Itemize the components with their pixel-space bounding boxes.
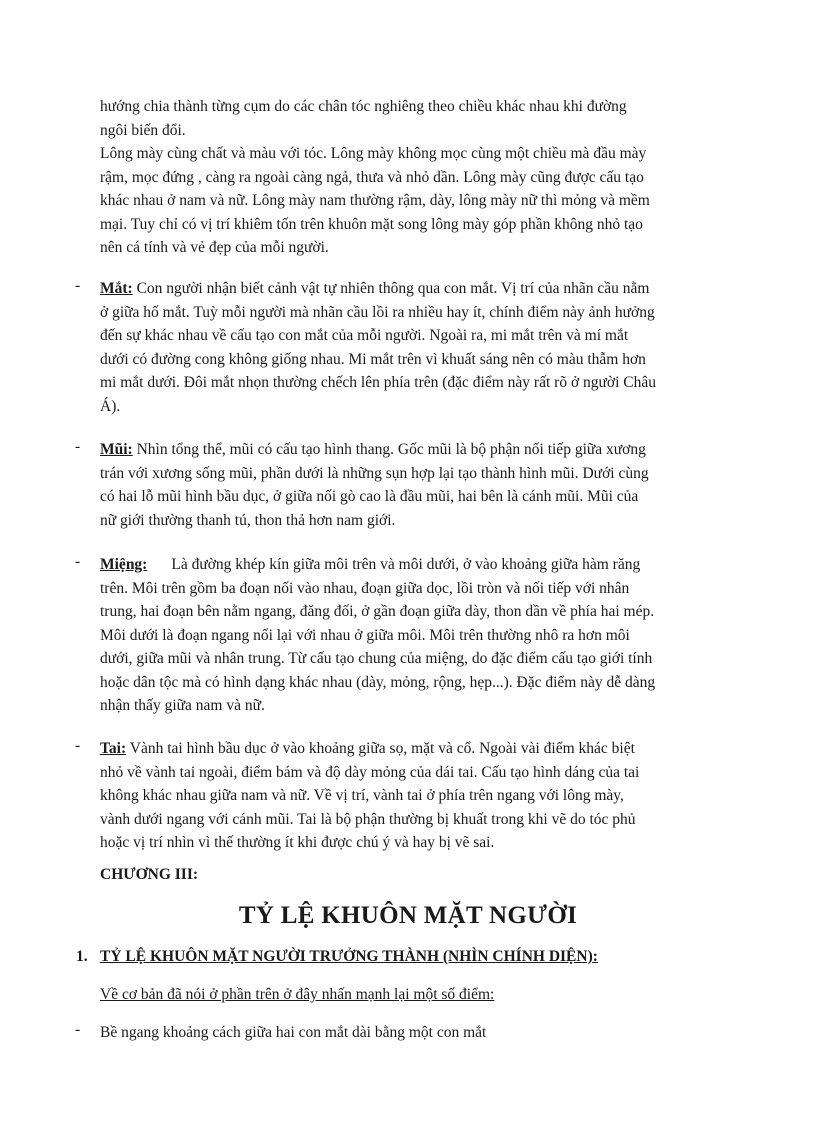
section-nose: [100, 438, 766, 532]
text-line: dưới, giữa mũi và nhân trung. Từ cấu tạo chung của miệng, do đặc điểm cấu tạo giới tính: [100, 650, 653, 667]
text-run: Con người nhận biết cảnh vật tự nhiên thông qua con mắt. Vị trí của nhãn cầu nằm: [136, 280, 650, 297]
text-line: đến sự khác nhau về cấu tạo con mắt của mỗi người. Ngoài ra, mi mắt trên và mí mắt: [100, 327, 629, 344]
text-line: Lông mày cùng chất và màu với tóc. Lông mày không mọc cùng một chiều mà đầu mày: [100, 145, 647, 162]
text-line: [100, 553, 766, 577]
text-line: trung, hai đoạn bên nằm ngang, đăng đối, ở gần đoạn giữa dày, thon dần về phía hai mép.: [100, 603, 655, 620]
bullet-dash: -: [75, 1021, 81, 1038]
text-line: mi mắt dưới. Đôi mắt nhọn thường chếch lên phía trên (đặc điểm này rất rõ ở người Châu: [100, 374, 657, 391]
bullet-dash: -: [75, 277, 81, 294]
section-intro: Về cơ bản đã nói ở phần trên ở đây nhấn mạnh lại một số điểm:: [100, 986, 495, 1003]
text-line: rậm, mọc đứng , càng ra ngoài càng ngả, thưa và nhỏ dần. Lông mày cũng được cấu tạo: [100, 168, 644, 186]
text-line: ở giữa hố mắt. Tuỳ mỗi người mà nhãn cầu lồi ra nhiều hay ít, chính điểm này ảnh hưởng: [100, 303, 655, 321]
text-line: trán với xương sống mũi, phần dưới là những sụn hợp lại tạo thành hình mũi. Dưới cùng: [100, 464, 649, 482]
text-line: vành dưới ngang với cánh mũi. Tai là bộ phận thường bị khuất trong khi vẽ do tóc phủ: [100, 810, 636, 828]
text-line: [100, 277, 766, 301]
text-line: hoặc dân tộc mà có hình dạng khác nhau (dày, mỏng, rộng, hẹp...). Đặc điểm này dễ dàng: [100, 673, 656, 691]
text-line: nhận thấy giữa nam và nữ.: [100, 697, 265, 714]
text-line: không khác nhau giữa nam và nữ. Về vị trí, vành tai ở phía trên ngang với lông mày,: [100, 787, 624, 804]
text-line: khác nhau ở nam và nữ. Lông mày nam thường rậm, dày, lông mày nữ thì mỏng và mềm: [100, 192, 650, 209]
text-run: Là đường khép kín giữa môi trên và môi dưới, ở vào khoảng giữa hàm răng: [171, 556, 641, 573]
bullet-dash: -: [75, 438, 81, 455]
section-eyes: [100, 277, 766, 418]
text-line: ngôi biến đổi.: [100, 121, 186, 139]
text-line: hoặc vị trí nhìn vì thế thường ít khi được chú ý và hay bị vẽ sai.: [100, 834, 495, 851]
text-line: Bề ngang khoảng cách giữa hai con mắt dài bằng một con mắt: [100, 1024, 487, 1041]
text-run: Vành tai hình bầu dục ở vào khoảng giữa sọ, mặt và cổ. Ngoài vài điểm khác biệt: [129, 740, 635, 757]
text-line: Á).: [100, 397, 121, 415]
chapter-label: CHƯƠNG III:: [100, 866, 199, 883]
section-heading: TỶ LỆ KHUÔN MẶT NGƯỜI TRƯỞNG THÀNH (NHÌN CHÍNH DIỆN):: [100, 948, 598, 965]
text-line: hướng chia thành từng cụm do các chân tóc nghiêng theo chiều khác nhau khi đường: [100, 98, 627, 115]
term-mouth: Miệng:: [100, 556, 148, 573]
bullet-dash: -: [75, 553, 81, 570]
text-line: dưới có đường cong không giống nhau. Mi mắt trên vì khuất sáng nên có màu thẫm hơn: [100, 350, 646, 368]
term-ears: Tai:: [100, 740, 127, 757]
text-line: [100, 737, 766, 761]
intro-paragraph: [100, 95, 766, 260]
text-line: nhỏ về vành tai ngoài, điểm bám và độ dày mỏng của dái tai. Cấu tạo hình dáng của tai: [100, 763, 640, 781]
text-line: Môi dưới là đoạn ngang nối lại với nhau ở giữa môi. Môi trên thường nhô ra hơn môi: [100, 626, 630, 644]
section-mouth: [100, 553, 766, 718]
bullet-dash: -: [75, 737, 81, 754]
text-line: trên. Môi trên gồm ba đoạn nối vào nhau, đoạn giữa dọc, lồi tròn và nối tiếp với nhân: [100, 579, 630, 597]
text-line: [100, 438, 766, 462]
chapter-title: TỶ LỆ KHUÔN MẶT NGƯỜI: [238, 902, 578, 929]
text-line: có hai lỗ mũi hình bầu dục, ở giữa nối gò cao là đầu mũi, hai bên là cánh mũi. Mũi của: [100, 488, 639, 505]
text-line: mại. Tuy chỉ có vị trí khiêm tốn trên khuôn mặt song lông mày góp phần không nhỏ tạo: [100, 215, 643, 233]
term-eyes: Mắt:: [100, 280, 133, 297]
text-line: nên cá tính và vẻ đẹp của mỗi người.: [100, 239, 329, 256]
text-run: Nhìn tổng thể, mũi có cấu tạo hình thang. Gốc mũi là bộ phận nối tiếp giữa xương: [136, 441, 646, 458]
term-nose: Mũi:: [100, 441, 133, 458]
text-line: nữ giới thường thanh tú, thon thả hơn nam giới.: [100, 511, 396, 529]
section-ears: [100, 737, 766, 855]
section-number: 1.: [76, 948, 88, 965]
section-point: [100, 1021, 766, 1045]
